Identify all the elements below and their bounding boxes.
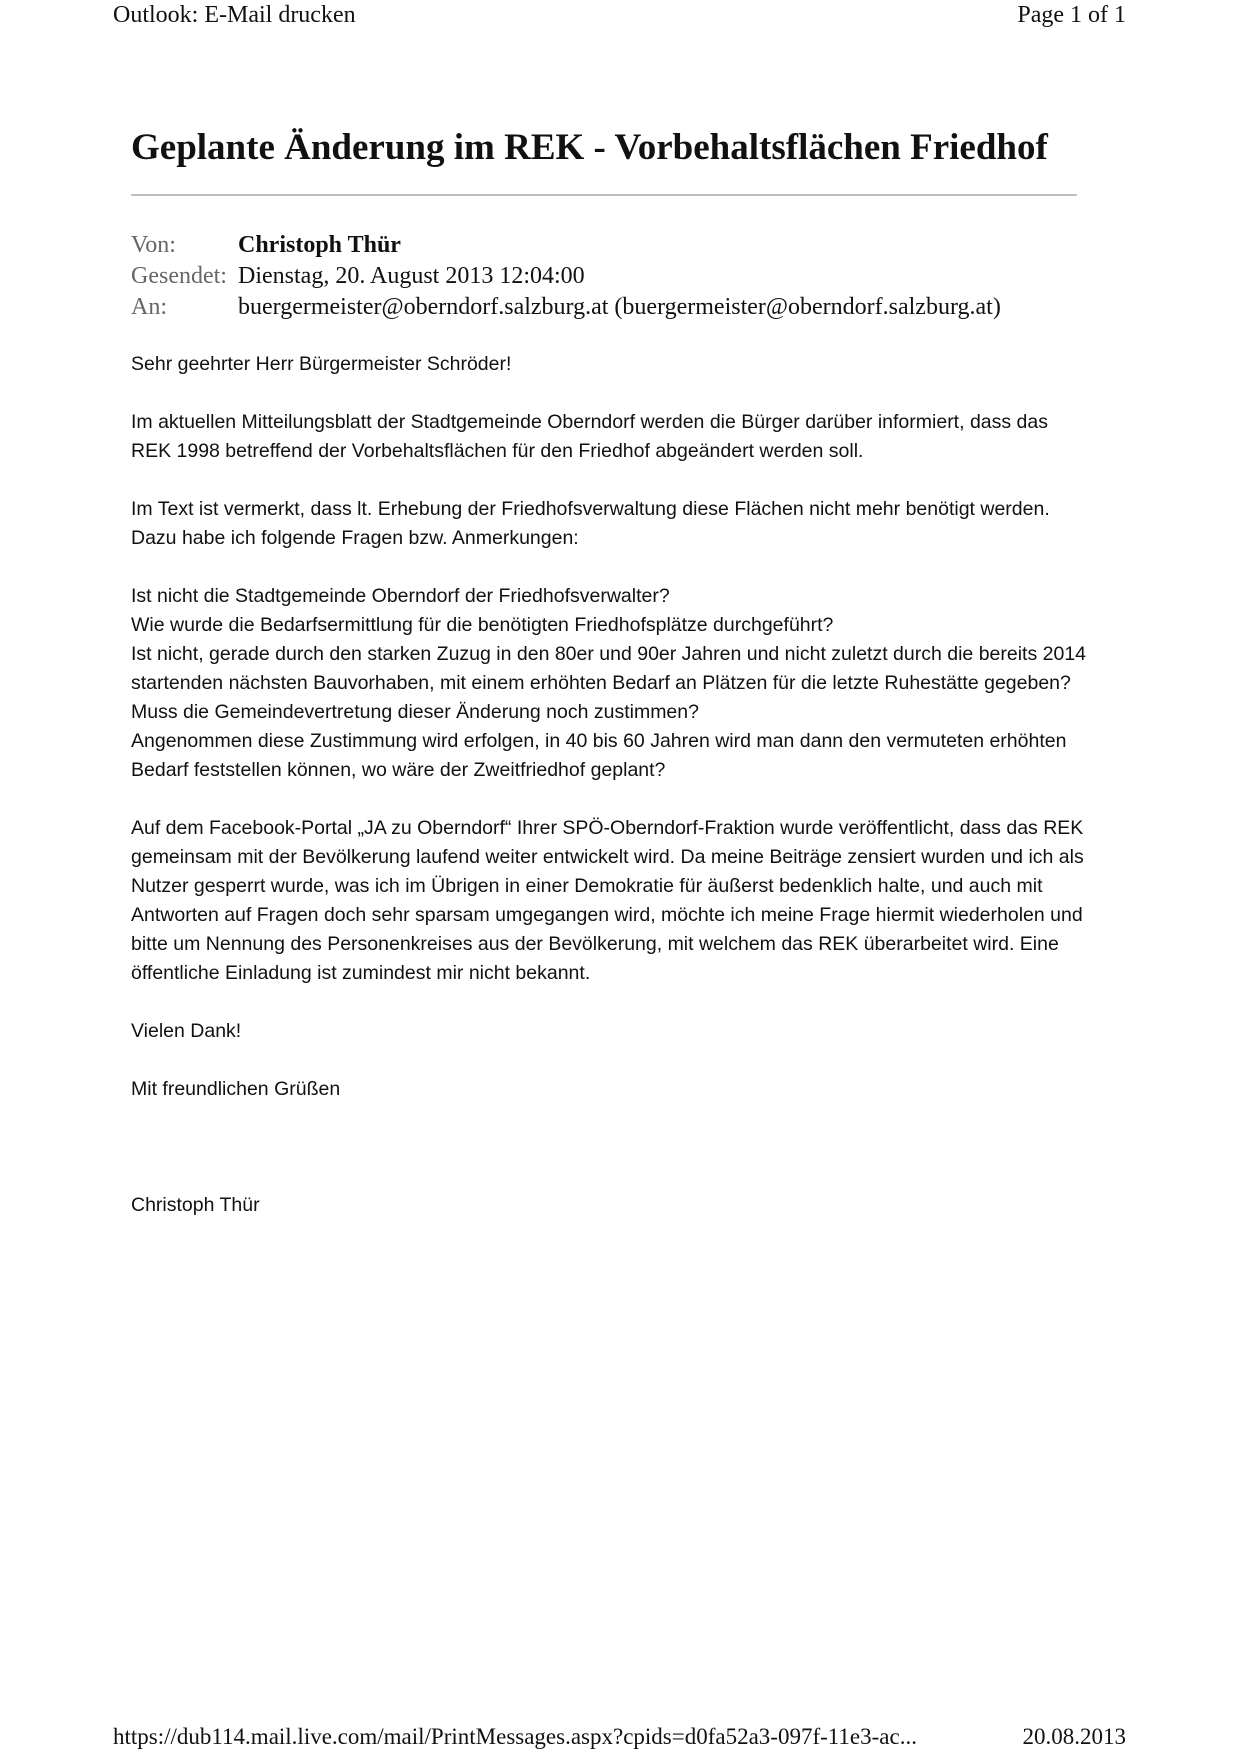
closing: Mit freundlichen Grüßen: [131, 1078, 341, 1100]
print-header-title: Outlook: E-Mail drucken: [113, 2, 356, 28]
to-label: An:: [131, 294, 167, 320]
question-3: Ist nicht, gerade durch den starken Zuzug in den 80er und 90er Jahren und nicht zuletzt durch die bereits 2014 startenden nächsten Bauvorhaben, mit einem erhöhten Bedarf an Plätzen für die letzte Ruhestätte gegeben?: [131, 643, 1087, 694]
question-2: Wie wurde die Bedarfsermittlung für die benötigten Friedhofsplätze durchgeführt?: [131, 614, 834, 636]
print-footer-url: https://dub114.mail.live.com/mail/PrintMessages.aspx?cpids=d0fa52a3-097f-11e3-ac...: [113, 1724, 917, 1749]
email-body: [131, 350, 1091, 1220]
from-row: [131, 230, 1001, 261]
thanks: Vielen Dank!: [131, 1020, 242, 1042]
email-subject: Geplante Änderung im REK - Vorbehaltsflächen Friedhof: [131, 127, 1048, 168]
to-row: [131, 292, 1001, 323]
spacer: [131, 785, 1091, 814]
from-value: Christoph Thür: [238, 232, 401, 258]
paragraph-1: Im aktuellen Mitteilungsblatt der Stadtgemeinde Oberndorf werden die Bürger darüber informiert, dass das REK 1998 betreffend der Vorbehaltsflächen für den Friedhof abgeändert werden soll.: [131, 411, 1048, 462]
print-footer-date: 20.08.2013: [1022, 1724, 1126, 1749]
greeting: Sehr geehrter Herr Bürgermeister Schröder!: [131, 353, 512, 375]
email-meta: [131, 230, 1001, 323]
spacer: [131, 379, 1091, 408]
spacer: [131, 1104, 1091, 1191]
spacer: [131, 466, 1091, 495]
question-1: Ist nicht die Stadtgemeinde Oberndorf der Friedhofsverwalter?: [131, 585, 670, 607]
sent-value: Dienstag, 20. August 2013 12:04:00: [238, 263, 585, 289]
to-value: buergermeister@oberndorf.salzburg.at (buergermeister@oberndorf.salzburg.at): [238, 294, 1001, 320]
spacer: [131, 988, 1091, 1017]
signature: Christoph Thür: [131, 1194, 260, 1216]
subject-divider: [131, 194, 1077, 196]
from-label: Von:: [131, 232, 176, 258]
paragraph-2: Im Text ist vermerkt, dass lt. Erhebung der Friedhofsverwaltung diese Flächen nicht mehr benötigt werden. Dazu habe ich folgende Fragen bzw. Anmerkungen:: [131, 498, 1050, 549]
question-5: Angenommen diese Zustimmung wird erfolgen, in 40 bis 60 Jahren wird man dann den vermuteten erhöhten Bedarf feststellen können, wo wäre der Zweitfriedhof geplant?: [131, 730, 1067, 781]
sent-label: Gesendet:: [131, 263, 227, 289]
print-page-info: Page 1 of 1: [1017, 2, 1126, 28]
paragraph-3: Auf dem Facebook-Portal „JA zu Oberndorf“ Ihrer SPÖ-Oberndorf-Fraktion wurde veröffentlicht, dass das REK gemeinsam mit der Bevölkerung laufend weiter entwickelt wird. Da meine Beiträge zensiert wurden und ich als Nutzer gesperrt wurde, was ich im Übrigen in einer Demokratie für äußerst bedenklich halte, und auch mit Antworten auf Fragen doch sehr sparsam umgegangen wird, möchte ich meine Frage hiermit wiederholen und bitte um Nennung des Personenkreises aus der Bevölkerung, mit welchem das REK überarbeitet wird. Eine öffentliche Einladung ist zumindest mir nicht bekannt.: [131, 817, 1084, 984]
question-4: Muss die Gemeindevertretung dieser Änderung noch zustimmen?: [131, 701, 699, 723]
spacer: [131, 553, 1091, 582]
spacer: [131, 1046, 1091, 1075]
sent-row: [131, 261, 1001, 292]
